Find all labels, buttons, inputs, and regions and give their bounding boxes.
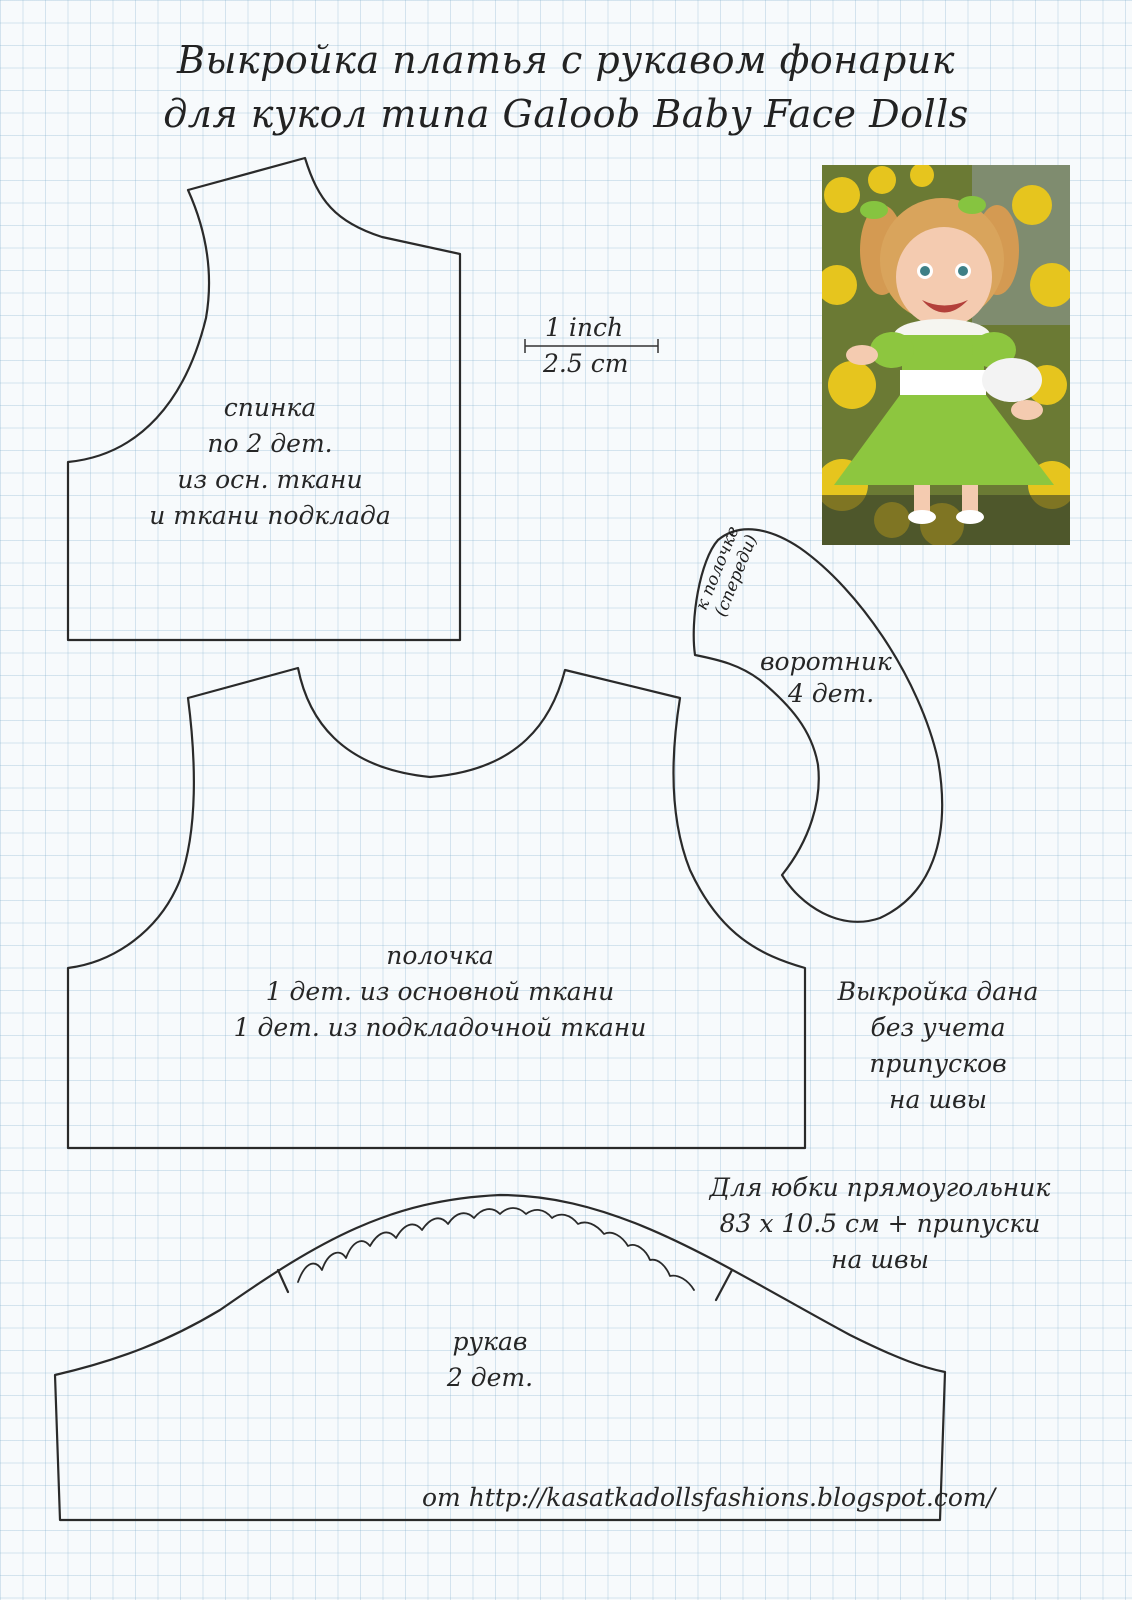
back-piece-lining: и ткани подклада	[149, 501, 391, 530]
scale-cm-label: 2.5 cm	[543, 349, 629, 378]
sleeve-notch-left	[278, 1270, 288, 1292]
seam-note-line-3: припусков	[869, 1049, 1007, 1078]
back-piece-count: по 2 дет.	[207, 429, 333, 458]
seam-note-line-4: на швы	[889, 1085, 987, 1114]
page-title-line-2: для кукол типа Galoob Baby Face Dolls	[163, 92, 969, 136]
back-piece-fabric: из осн. ткани	[177, 465, 363, 494]
skirt-note-line-3: на швы	[831, 1245, 929, 1274]
gathering-mark	[298, 1208, 694, 1290]
source-credit-link[interactable]: от http://kasatkadollsfashions.blogspot.com/	[422, 1483, 996, 1512]
collar-attach-note: к полочке (спереди)	[691, 523, 762, 620]
seam-note-line-2: без учета	[870, 1013, 1006, 1042]
skirt-note-line-1: Для юбки прямоугольник	[709, 1173, 1051, 1202]
front-piece-lining: 1 дет. из подкладочной ткани	[233, 1013, 647, 1042]
collar-piece-count: 4 дет.	[788, 679, 875, 708]
front-piece-outline	[68, 668, 805, 1148]
front-piece-name: полочка	[386, 941, 494, 970]
doll-photo	[822, 165, 1070, 545]
sleeve-piece-count: 2 дет.	[446, 1363, 534, 1392]
skirt-note-line-2: 83 x 10.5 см + припуски	[719, 1209, 1041, 1238]
back-piece-name: спинка	[223, 393, 317, 422]
seam-note-line-1: Выкройка дана	[837, 977, 1039, 1006]
page-title-line-1: Выкройка платья с рукавом фонарик	[177, 38, 955, 82]
front-piece-main-fabric: 1 дет. из основной ткани	[265, 977, 615, 1006]
scale-inch-label: 1 inch	[545, 313, 624, 342]
collar-piece-name: воротник	[760, 647, 892, 676]
sleeve-piece-name: рукав	[452, 1327, 528, 1356]
